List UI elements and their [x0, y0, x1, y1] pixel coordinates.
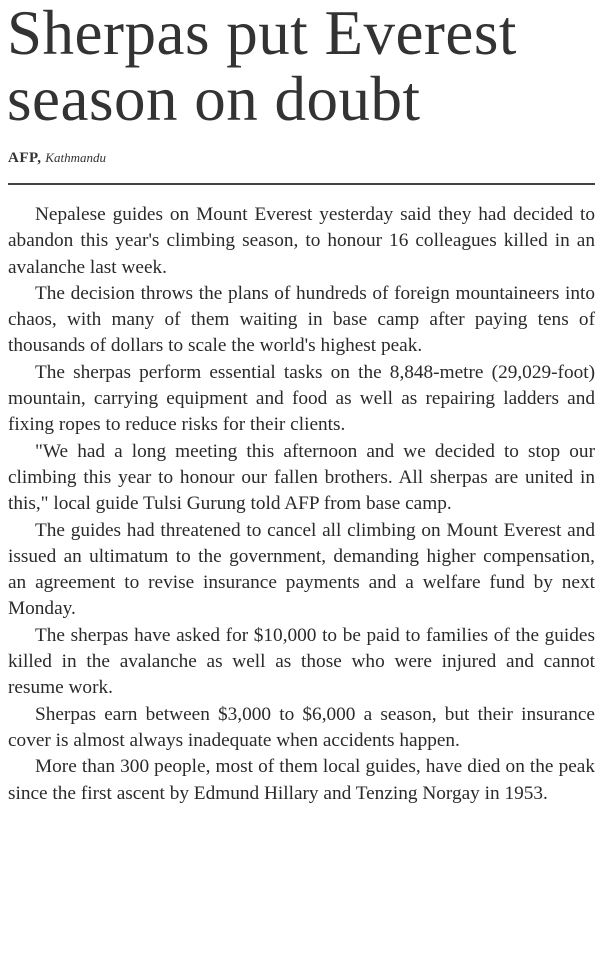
byline [8, 150, 106, 167]
paragraph: Sherpas earn between $3,000 to $6,000 a season, but their insurance cover is almost always inadequate when accidents happen. [8, 703, 595, 751]
paragraph: The guides had threatened to cancel all climbing on Mount Everest and issued an ultimatum to the government, demanding higher compensation, an agreement to revise insurance payments and a welfare fund by next Monday. [8, 519, 595, 620]
paragraph: The sherpas perform essential tasks on the 8,848-metre (29,029-foot) mountain, carrying equipment and food as well as repairing ladders and fixing ropes to reduce risks for their clients. [8, 361, 595, 436]
paragraph: The sherpas have asked for $10,000 to be paid to families of the guides killed in the avalanche as well as those who were injured and cannot resume work. [8, 624, 595, 699]
byline-place: Kathmandu [45, 150, 106, 165]
paragraph: "We had a long meeting this afternoon and we decided to stop our climbing this year to honour our fallen brothers. All sherpas are united in this," local guide Tulsi Gurung told AFP from base camp. [8, 440, 595, 515]
paragraph: Nepalese guides on Mount Everest yesterday said they had decided to abandon this year's climbing season, to honour 16 colleagues killed in an avalanche last week. [8, 204, 595, 278]
byline-agency: AFP, [8, 150, 42, 166]
paragraph: More than 300 people, most of them local guides, have died on the peak since the first ascent by Edmund Hillary and Tenzing Norgay in 1953. [8, 756, 595, 804]
article-body [8, 202, 595, 807]
paragraph: The decision throws the plans of hundreds of foreign mountaineers into chaos, with many of them waiting in base camp after paying tens of thousands of dollars to scale the world's highest peak. [8, 282, 595, 357]
divider [8, 183, 595, 185]
headline: Sherpas put Everest season on doubt [7, 0, 517, 134]
